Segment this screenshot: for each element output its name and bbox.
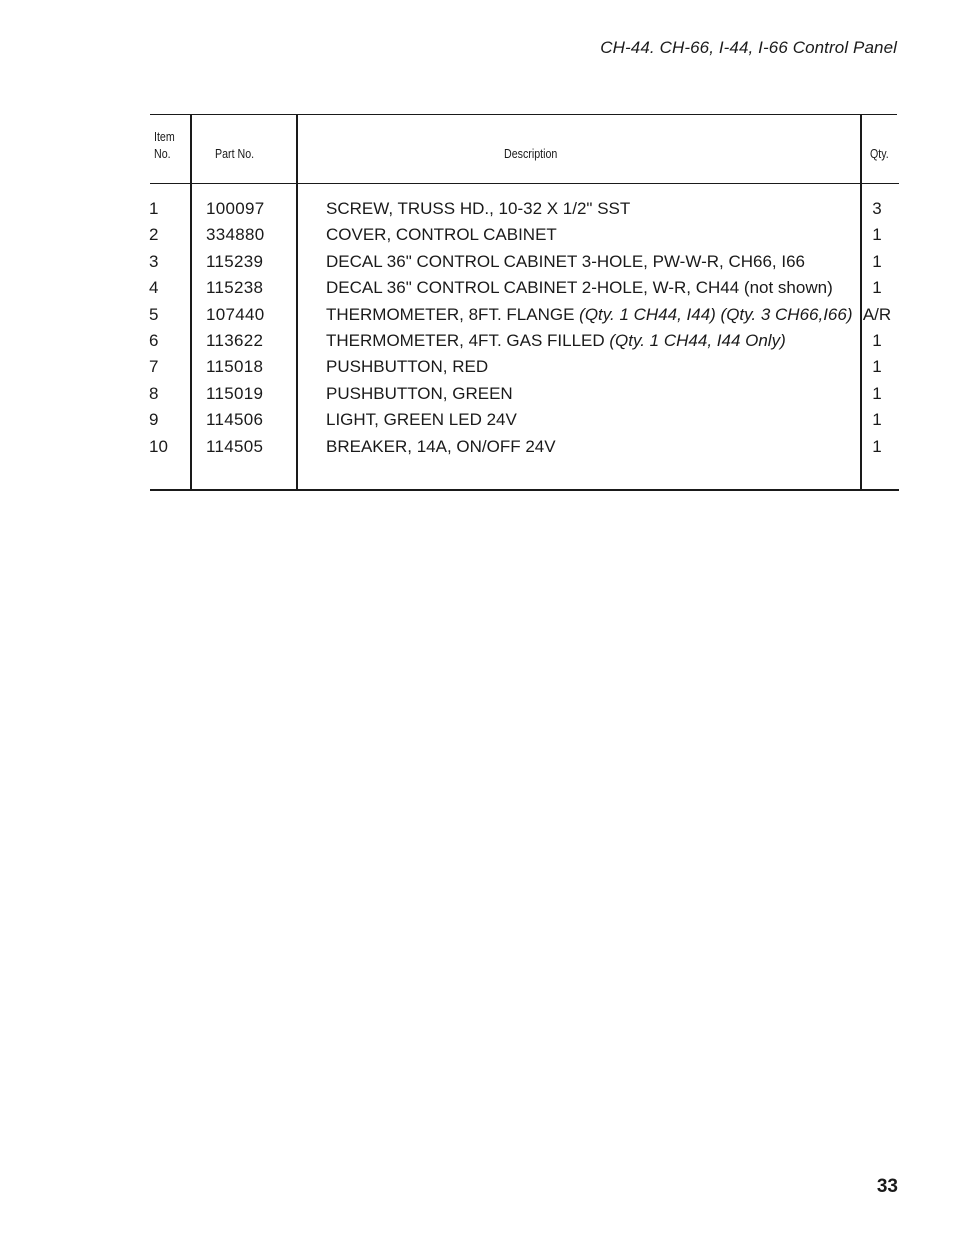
- quantity: 1: [872, 330, 882, 350]
- description: DECAL 36" CONTROL CABINET 2-HOLE, W-R, CH44 (not shown): [326, 278, 833, 298]
- table-row: [150, 330, 899, 356]
- description-note: (Qty. 1 CH44, I44) (Qty. 3 CH66,I66): [579, 304, 853, 324]
- description: THERMOMETER, 8FT. FLANGE (Qty. 1 CH44, I44) (Qty. 3 CH66,I66): [326, 304, 853, 324]
- quantity: 1: [872, 225, 882, 245]
- column-header-item-no: Item No.: [154, 129, 175, 161]
- description: PUSHBUTTON, RED: [326, 357, 489, 377]
- item-number: 4: [149, 278, 159, 298]
- table-header-rule: [150, 183, 899, 184]
- table-row: [150, 277, 899, 303]
- column-header-description: Description: [504, 146, 558, 161]
- table-row: [150, 356, 899, 382]
- part-number: 115238: [206, 278, 264, 298]
- table-row: [150, 436, 899, 462]
- quantity: 1: [872, 278, 882, 298]
- part-number: 115018: [206, 357, 264, 377]
- page-header-title: CH-44. CH-66, I-44, I-66 Control Panel: [600, 38, 897, 57]
- table-row: [150, 304, 899, 330]
- item-number: 10: [149, 436, 168, 456]
- description: SCREW, TRUSS HD., 10-32 X 1/2" SST: [326, 199, 631, 218]
- description: LIGHT, GREEN LED 24V: [326, 410, 517, 430]
- description: PUSHBUTTON, GREEN: [326, 383, 513, 403]
- column-header-part-no: Part No.: [215, 146, 255, 161]
- quantity: 1: [872, 383, 882, 403]
- item-number: 5: [149, 304, 159, 324]
- part-number: 334880: [206, 225, 265, 245]
- item-number: 8: [149, 383, 159, 403]
- item-number: 7: [149, 357, 159, 377]
- table-bottom-rule: [150, 489, 899, 491]
- part-number: 115239: [206, 251, 264, 271]
- description: COVER, CONTROL CABINET: [326, 225, 557, 245]
- description-note: (Qty. 1 CH44, I44 Only): [609, 330, 786, 350]
- table-top-rule: [150, 114, 897, 115]
- table-row: [150, 251, 899, 277]
- item-number: 2: [149, 225, 159, 245]
- table-row: [150, 383, 899, 409]
- quantity: 1: [872, 410, 882, 430]
- table-row: [150, 224, 899, 250]
- column-header-qty: Qty.: [870, 146, 889, 161]
- table-row: [150, 409, 899, 435]
- part-number: 115019: [206, 383, 264, 403]
- parts-table: [150, 114, 899, 490]
- page-number: 33: [876, 1176, 898, 1197]
- item-number: 9: [149, 410, 159, 430]
- item-number: 1: [149, 199, 159, 218]
- part-number: 107440: [206, 304, 265, 324]
- quantity: A/R: [862, 304, 892, 324]
- part-number: 113622: [206, 330, 264, 350]
- quantity: 3: [872, 199, 882, 218]
- description: BREAKER, 14A, ON/OFF 24V: [326, 436, 556, 456]
- item-number: 3: [149, 251, 159, 271]
- part-number: 100097: [206, 199, 265, 218]
- item-number: 6: [149, 330, 159, 350]
- part-number: 114505: [206, 436, 264, 456]
- table-row: [150, 198, 899, 224]
- description: DECAL 36" CONTROL CABINET 3-HOLE, PW-W-R, CH66, I66: [326, 251, 806, 271]
- quantity: 1: [872, 357, 882, 377]
- quantity: 1: [872, 436, 882, 456]
- description: THERMOMETER, 4FT. GAS FILLED (Qty. 1 CH44, I44 Only): [326, 330, 786, 350]
- quantity: 1: [872, 251, 882, 271]
- table-body: [150, 198, 899, 462]
- part-number: 114506: [206, 410, 264, 430]
